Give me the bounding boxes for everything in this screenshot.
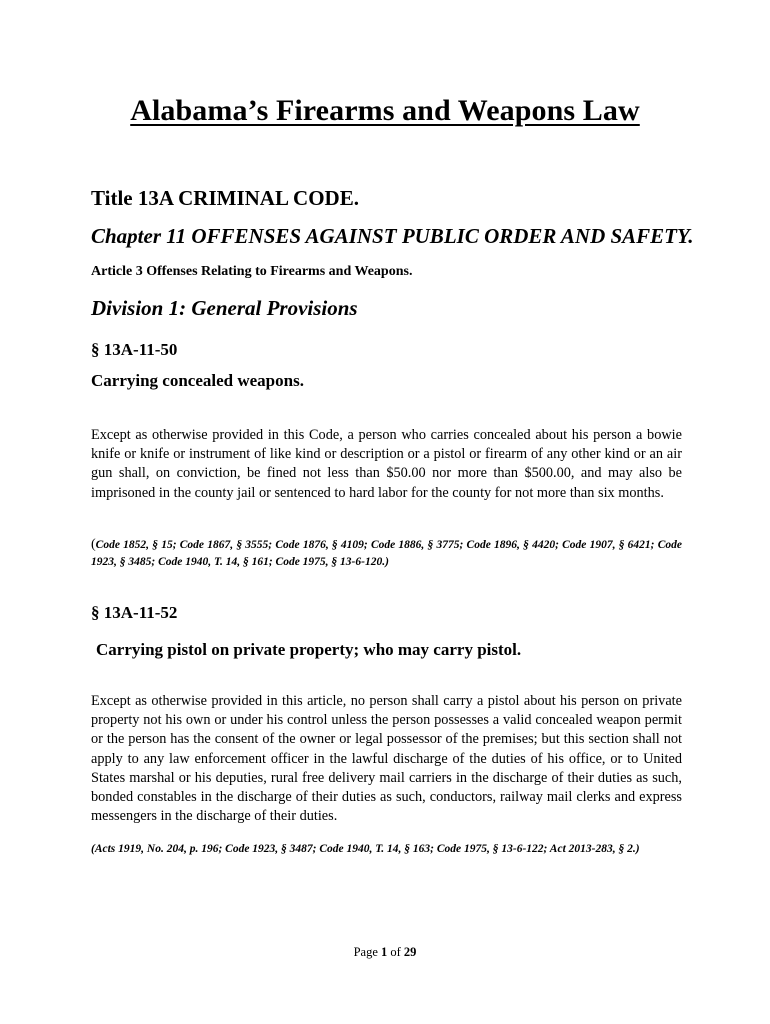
section-citation: (Acts 1919, No. 204, p. 196; Code 1923, § 3487; Code 1940, T. 14, § 163; Code 1975, § 13-6-122; Act 2013-283, § 2.) <box>91 843 640 855</box>
citation-text: Code 1852, § 15; Code 1867, § 3555; Code 1876, § 4109; Code 1886, § 3775; Code 1896, § 4420; Code 1907, § 6421; Code 1923, § 3485; Code 1940, T. 14, § 161; Code 1975, § 13-6-120.) <box>91 539 682 568</box>
title-heading: Title 13A CRIMINAL CODE. <box>91 186 359 210</box>
section-number: § 13A-11-50 <box>91 340 178 359</box>
section-body: Except as otherwise provided in this article, no person shall carry a pistol about his person on private property not his own or under his control unless the person possesses a valid concealed weapon permit or the person has the consent of the owner or legal possessor of the premises; but this section shall not apply to any law enforcement officer in the lawful discharge of the duties of his office, or to United States marshal or his deputies, rural free delivery mail carriers in the discharge of their duties as such, bonded constables in the discharge of their duties as such, conductors, railway mail clerks and express messengers in the discharge of their duties. <box>91 693 682 825</box>
article-heading: Article 3 Offenses Relating to Firearms and Weapons. <box>91 264 413 279</box>
page-footer <box>0 945 770 960</box>
section-number: § 13A-11-52 <box>91 603 178 622</box>
document-title: Alabama’s Firearms and Weapons Law <box>130 94 640 127</box>
page-of: of <box>390 945 401 959</box>
page-label: Page <box>353 945 378 959</box>
section-body: Except as otherwise provided in this Code, a person who carries concealed about his person a bowie knife or knife or instrument of like kind or description or a pistol or firearm of any other kind or an air gun shall, on conviction, be fined not less than $50.00 nor more than $500.00, and may also be imprisoned in the county jail or sentenced to hard labor for the county for not more than six months. <box>91 427 682 501</box>
chapter-heading: Chapter 11 OFFENSES AGAINST PUBLIC ORDER AND SAFETY. <box>91 224 694 248</box>
page-total: 29 <box>403 945 417 959</box>
section-heading: Carrying pistol on private property; who may carry pistol. <box>96 640 522 659</box>
section-heading: Carrying concealed weapons. <box>91 371 304 390</box>
division-heading: Division 1: General Provisions <box>91 296 358 320</box>
page-current: 1 <box>381 945 388 959</box>
citation-open-paren: ( <box>91 537 96 552</box>
section-citation <box>91 537 682 570</box>
